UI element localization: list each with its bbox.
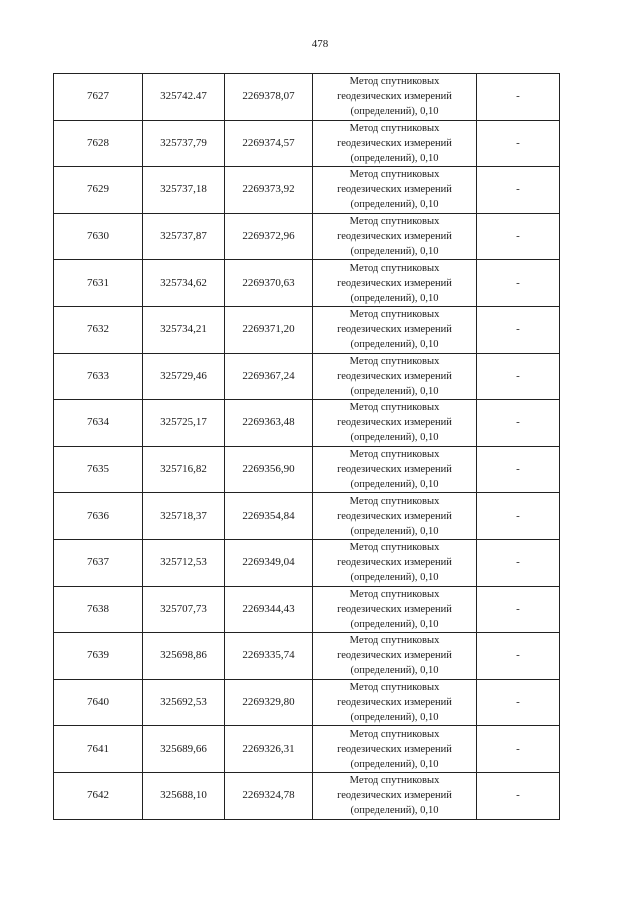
y-coordinate-cell: 2269372,96 [225,213,313,260]
method-cell [313,586,477,633]
note-cell: - [477,167,560,214]
table-row [54,167,560,214]
table-row [54,353,560,400]
method-line-3: (определений), 0,10 [350,805,439,817]
note-cell: - [477,539,560,586]
method-cell [313,539,477,586]
method-cell [313,260,477,307]
method-line-2: геодезических измерений [337,137,452,149]
y-coordinate-cell: 2269329,80 [225,679,313,726]
method-line-3: (определений), 0,10 [350,618,439,630]
x-coordinate-cell: 325712,53 [143,539,225,586]
point-number-cell: 7628 [54,120,143,167]
method-line-1: Метод спутниковых [349,728,440,740]
method-line-3: (определений), 0,10 [350,479,439,491]
point-number-cell: 7630 [54,213,143,260]
page-number: 478 [311,38,329,50]
table-row [54,586,560,633]
method-cell [313,306,477,353]
method-cell [313,493,477,540]
method-line-3: (определений), 0,10 [350,712,439,724]
note-cell: - [477,400,560,447]
method-line-2: геодезических измерений [337,417,452,429]
x-coordinate-cell: 325689,66 [143,726,225,773]
x-coordinate-cell: 325692,53 [143,679,225,726]
note-cell: - [477,679,560,726]
table-row [54,74,560,121]
method-line-2: геодезических измерений [337,184,452,196]
y-coordinate-cell: 2269378,07 [225,74,313,121]
method-line-1: Метод спутниковых [349,449,440,461]
method-line-3: (определений), 0,10 [350,106,439,118]
method-line-2: геодезических измерений [337,464,452,476]
method-line-1: Метод спутниковых [349,169,440,181]
note-cell: - [477,446,560,493]
method-cell [313,772,477,819]
y-coordinate-cell: 2269354,84 [225,493,313,540]
table-row [54,539,560,586]
method-cell [313,353,477,400]
method-line-2: геодезических измерений [337,91,452,103]
method-cell [313,120,477,167]
y-coordinate-cell: 2269344,43 [225,586,313,633]
point-number-cell: 7629 [54,167,143,214]
point-number-cell: 7631 [54,260,143,307]
point-number-cell: 7634 [54,400,143,447]
method-line-3: (определений), 0,10 [350,339,439,351]
x-coordinate-cell: 325737,87 [143,213,225,260]
method-line-3: (определений), 0,10 [350,292,439,304]
x-coordinate-cell: 325729,46 [143,353,225,400]
table-row [54,493,560,540]
method-line-1: Метод спутниковых [349,495,440,507]
x-coordinate-cell: 325737,18 [143,167,225,214]
note-cell: - [477,260,560,307]
method-line-1: Метод спутниковых [349,262,440,274]
method-line-1: Метод спутниковых [349,588,440,600]
method-line-2: геодезических измерений [337,370,452,382]
method-line-2: геодезических измерений [337,231,452,243]
table-row [54,772,560,819]
point-number-cell: 7627 [54,74,143,121]
method-line-1: Метод спутниковых [349,309,440,321]
method-line-1: Метод спутниковых [349,402,440,414]
note-cell: - [477,633,560,680]
table-row [54,213,560,260]
y-coordinate-cell: 2269324,78 [225,772,313,819]
note-cell: - [477,306,560,353]
method-line-2: геодезических измерений [337,603,452,615]
method-line-1: Метод спутниковых [349,542,440,554]
method-line-1: Метод спутниковых [349,775,440,787]
note-cell: - [477,74,560,121]
note-cell: - [477,213,560,260]
point-number-cell: 7642 [54,772,143,819]
method-line-2: геодезических измерений [337,557,452,569]
method-line-3: (определений), 0,10 [350,572,439,584]
method-line-3: (определений), 0,10 [350,665,439,677]
method-line-3: (определений), 0,10 [350,152,439,164]
method-line-1: Метод спутниковых [349,216,440,228]
x-coordinate-cell: 325707,73 [143,586,225,633]
note-cell: - [477,772,560,819]
point-number-cell: 7640 [54,679,143,726]
method-line-1: Метод спутниковых [349,635,440,647]
y-coordinate-cell: 2269326,31 [225,726,313,773]
coordinates-table [53,73,560,820]
point-number-cell: 7637 [54,539,143,586]
point-number-cell: 7641 [54,726,143,773]
table-row [54,633,560,680]
point-number-cell: 7635 [54,446,143,493]
method-line-3: (определений), 0,10 [350,432,439,444]
note-cell: - [477,726,560,773]
x-coordinate-cell: 325725,17 [143,400,225,447]
table-row [54,726,560,773]
point-number-cell: 7636 [54,493,143,540]
method-cell [313,633,477,680]
method-cell [313,726,477,773]
y-coordinate-cell: 2269335,74 [225,633,313,680]
method-cell [313,74,477,121]
x-coordinate-cell: 325718,37 [143,493,225,540]
method-line-3: (определений), 0,10 [350,199,439,211]
note-cell: - [477,493,560,540]
point-number-cell: 7638 [54,586,143,633]
method-cell [313,400,477,447]
table-row [54,400,560,447]
table-row [54,120,560,167]
y-coordinate-cell: 2269349,04 [225,539,313,586]
method-line-2: геодезических измерений [337,743,452,755]
method-cell [313,213,477,260]
method-line-1: Метод спутниковых [349,122,440,134]
point-number-cell: 7632 [54,306,143,353]
method-line-3: (определений), 0,10 [350,525,439,537]
method-line-1: Метод спутниковых [349,355,440,367]
method-line-3: (определений), 0,10 [350,385,439,397]
method-cell [313,679,477,726]
note-cell: - [477,120,560,167]
method-line-2: геодезических измерений [337,277,452,289]
x-coordinate-cell: 325698,86 [143,633,225,680]
method-line-1: Метод спутниковых [349,76,440,88]
point-number-cell: 7633 [54,353,143,400]
y-coordinate-cell: 2269373,92 [225,167,313,214]
x-coordinate-cell: 325734,62 [143,260,225,307]
method-line-3: (определений), 0,10 [350,758,439,770]
table-row [54,260,560,307]
method-line-2: геодезических измерений [337,324,452,336]
method-line-1: Метод спутниковых [349,682,440,694]
x-coordinate-cell: 325742.47 [143,74,225,121]
method-cell [313,167,477,214]
table-row [54,679,560,726]
point-number-cell: 7639 [54,633,143,680]
note-cell: - [477,353,560,400]
method-line-2: геодезических измерений [337,790,452,802]
y-coordinate-cell: 2269367,24 [225,353,313,400]
y-coordinate-cell: 2269370,63 [225,260,313,307]
y-coordinate-cell: 2269374,57 [225,120,313,167]
x-coordinate-cell: 325716,82 [143,446,225,493]
y-coordinate-cell: 2269356,90 [225,446,313,493]
x-coordinate-cell: 325737,79 [143,120,225,167]
note-cell: - [477,586,560,633]
y-coordinate-cell: 2269371,20 [225,306,313,353]
method-line-2: геодезических измерений [337,650,452,662]
table-row [54,446,560,493]
method-line-2: геодезических измерений [337,697,452,709]
y-coordinate-cell: 2269363,48 [225,400,313,447]
x-coordinate-cell: 325734,21 [143,306,225,353]
method-line-3: (определений), 0,10 [350,246,439,258]
method-cell [313,446,477,493]
table-row [54,306,560,353]
method-line-2: геодезических измерений [337,510,452,522]
x-coordinate-cell: 325688,10 [143,772,225,819]
